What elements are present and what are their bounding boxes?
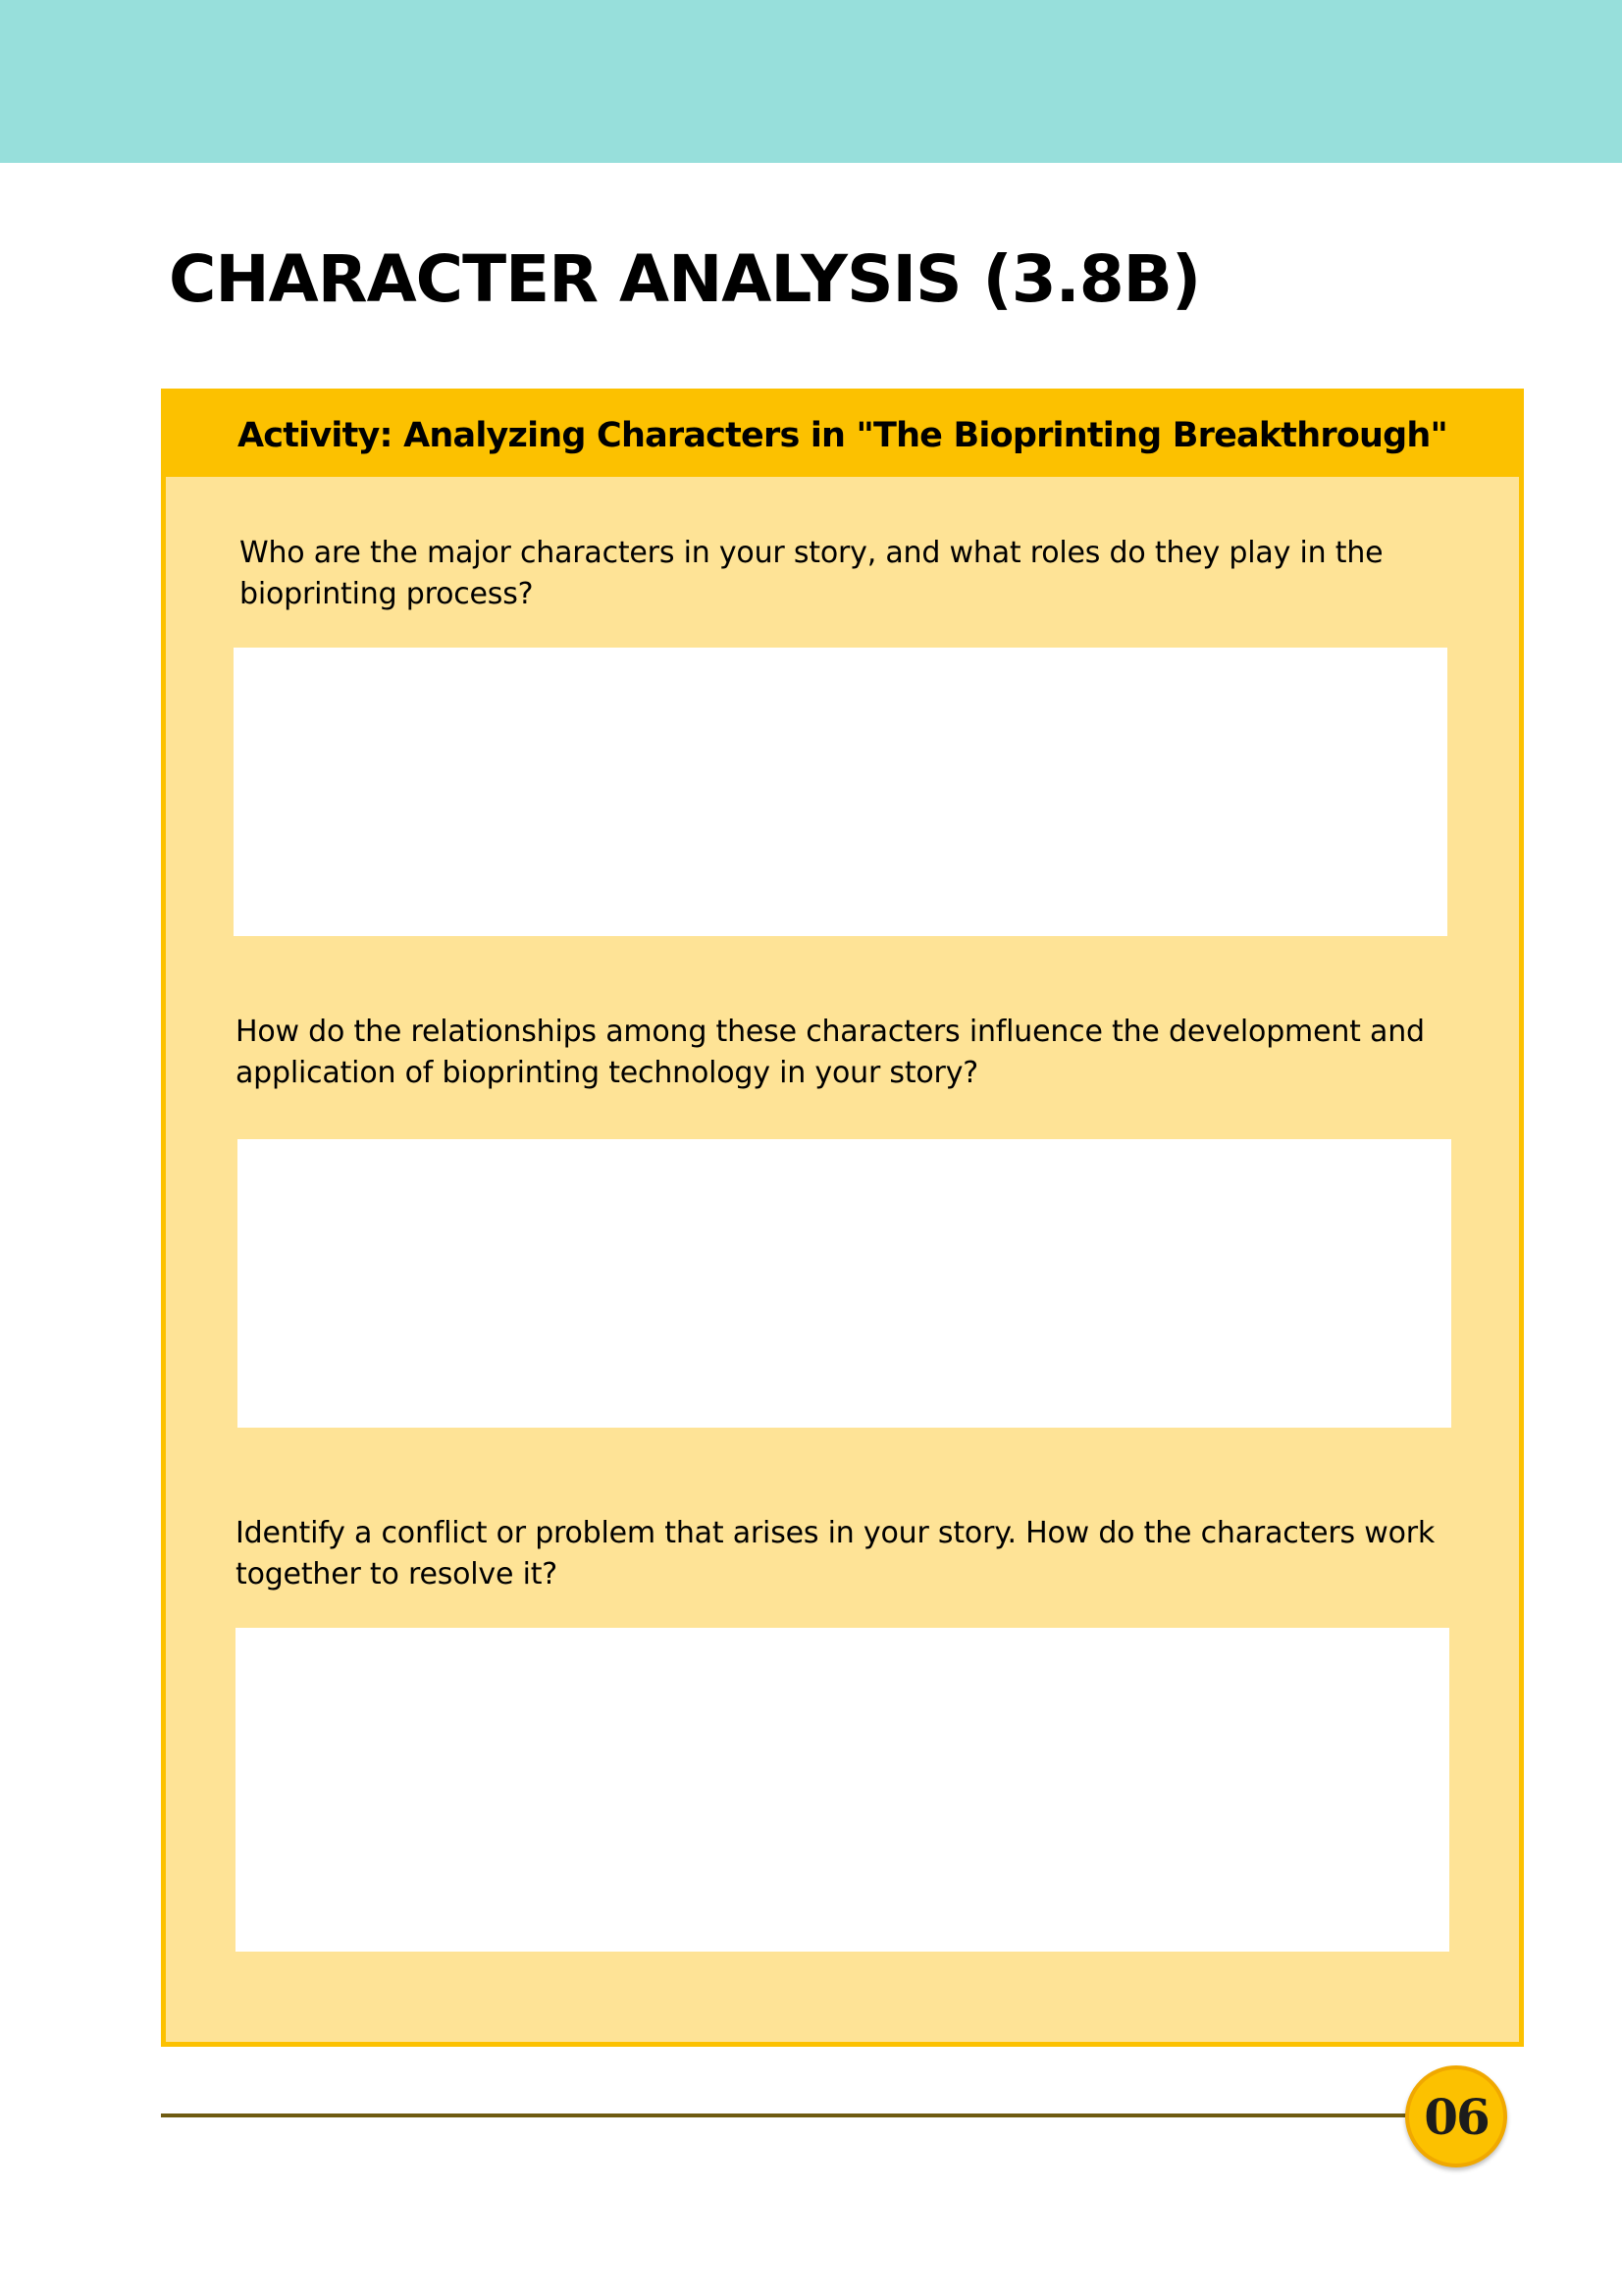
- top-color-band: [0, 0, 1622, 163]
- answer-box-2[interactable]: [237, 1139, 1451, 1428]
- footer-divider: [161, 2113, 1423, 2117]
- answer-box-3[interactable]: [235, 1628, 1449, 1952]
- activity-header: Activity: Analyzing Characters in "The Bioprinting Breakthrough": [166, 393, 1519, 477]
- page-title: CHARACTER ANALYSIS (3.8B): [169, 241, 1201, 317]
- answer-box-1[interactable]: [234, 648, 1447, 936]
- question-2: How do the relationships among these characters influence the development and application of bioprinting technology in your story?: [235, 1015, 1425, 1090]
- question-3: Identify a conflict or problem that arises in your story. How do the characters work together to resolve it?: [235, 1516, 1436, 1592]
- activity-box: [161, 389, 1524, 2047]
- page-number-badge: 06: [1405, 2065, 1507, 2167]
- question-1: Who are the major characters in your story, and what roles do they play in the bioprinting process?: [239, 536, 1384, 611]
